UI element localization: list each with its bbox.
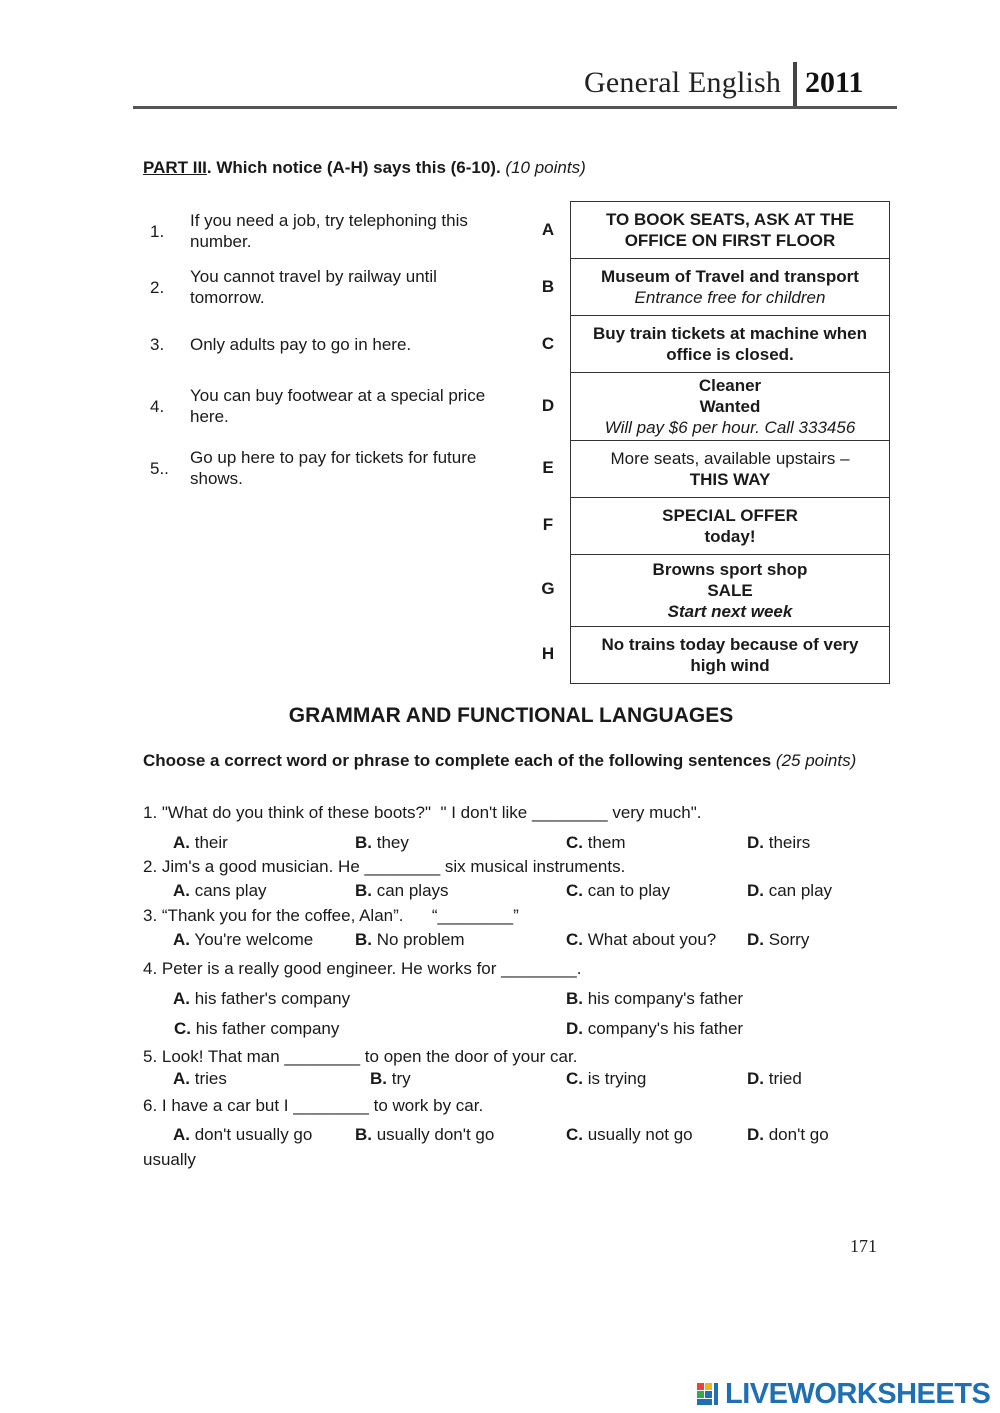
answer-option[interactable] — [174, 1019, 339, 1039]
statement-number: 2. — [150, 278, 165, 297]
notice-line: SPECIAL OFFER — [662, 506, 798, 525]
option-label: C. — [174, 1019, 191, 1038]
notice-letter: B — [541, 277, 555, 296]
option-label: D. — [747, 930, 764, 949]
option-text: usually don't go — [372, 1125, 495, 1144]
liveworksheets-logo[interactable] — [697, 1378, 990, 1410]
part-heading — [143, 158, 586, 178]
option-label: B. — [370, 1069, 387, 1088]
option-text: You're welcome — [190, 930, 314, 949]
option-label: B. — [355, 930, 372, 949]
logo-mark-icon — [697, 1381, 723, 1407]
option-text: can plays — [372, 881, 449, 900]
statement-number: 3. — [150, 335, 165, 354]
part-points: (10 points) — [505, 158, 586, 177]
option-text: usually not go — [583, 1125, 693, 1144]
statement-text: You can buy footwear at a special price here. — [190, 386, 486, 426]
option-text: try — [387, 1069, 411, 1088]
option-text: his father company — [191, 1019, 340, 1038]
option-text: theirs — [764, 833, 811, 852]
notice-line: SALE — [707, 581, 753, 600]
notice-line: Will pay $6 per hour. Call 333456 — [604, 418, 856, 437]
notice-letter: D — [541, 396, 555, 415]
statement-number: 4. — [150, 397, 165, 416]
question-text: 2. Jim's a good musician. He ________ six musical instruments. — [143, 857, 626, 876]
question-text: 1. "What do you think of these boots?" " I don't like ________ very much". — [143, 803, 702, 822]
option-text: tries — [190, 1069, 227, 1088]
option-label: D. — [747, 1069, 764, 1088]
option-label: A. — [173, 1125, 190, 1144]
notice-line: Buy train tickets at machine when — [593, 324, 867, 343]
option-text: their — [190, 833, 228, 852]
notice-line: office is closed. — [666, 345, 794, 364]
notice-line: No trains today because of very — [601, 635, 859, 654]
option-text: his father's company — [190, 989, 351, 1008]
notice-line: Entrance free for children — [634, 288, 826, 307]
part-label: PART III — [143, 158, 207, 177]
notice-letter: A — [541, 220, 555, 239]
option-label: A. — [173, 1069, 190, 1088]
notice-letter: H — [541, 644, 555, 663]
notice-line: Browns sport shop — [652, 560, 808, 579]
header-separator — [793, 62, 797, 109]
option-text: they — [372, 833, 409, 852]
notice-line: THIS WAY — [689, 470, 771, 489]
option-label: A. — [173, 930, 190, 949]
notice-letter: F — [542, 515, 554, 534]
answer-option[interactable] — [173, 1069, 227, 1089]
option-label: B. — [355, 1125, 372, 1144]
answer-option[interactable] — [566, 989, 743, 1009]
notice-e — [571, 441, 889, 498]
instruction-points: (25 points) — [775, 751, 857, 770]
logo-text: LIVEWORKSHEETS — [725, 1377, 991, 1410]
option-text: is trying — [583, 1069, 647, 1088]
question-text: 6. I have a car but I ________ to work by car. — [143, 1096, 484, 1115]
notice-letter: G — [541, 579, 555, 598]
question-text: 3. “Thank you for the coffee, Alan”. “________” — [143, 906, 519, 925]
notice-letter: C — [541, 334, 555, 353]
answer-option[interactable] — [173, 881, 267, 901]
notice-line: today! — [704, 527, 756, 546]
instruction-text: Choose a correct word or phrase to complete each of the following sentences — [143, 751, 772, 770]
notice-d — [571, 373, 889, 441]
answer-option[interactable] — [747, 881, 832, 901]
answer-option[interactable] — [173, 1125, 312, 1145]
option-text: don't go — [764, 1125, 829, 1144]
answer-option[interactable] — [566, 833, 626, 853]
answer-option[interactable] — [173, 833, 228, 853]
answer-option[interactable] — [566, 1019, 743, 1039]
answer-option[interactable] — [355, 1125, 494, 1145]
answer-option[interactable] — [173, 930, 313, 950]
answer-option[interactable] — [747, 1069, 802, 1089]
answer-option[interactable] — [747, 930, 809, 950]
option-text: No problem — [372, 930, 465, 949]
option-text: can play — [764, 881, 833, 900]
notice-line: More seats, available upstairs – — [610, 449, 850, 468]
header-rule — [133, 106, 897, 109]
notice-c — [571, 316, 889, 373]
notice-line: high wind — [690, 656, 770, 675]
notice-line: Start next week — [667, 602, 793, 621]
option-label: D. — [566, 1019, 583, 1038]
answer-option[interactable] — [355, 833, 409, 853]
answer-option[interactable] — [370, 1069, 411, 1089]
page-number: 171 — [850, 1236, 877, 1256]
statement-text: Only adults pay to go in here. — [190, 335, 412, 354]
question-text: 5. Look! That man ________ to open the door of your car. — [143, 1047, 578, 1066]
option-text: tried — [764, 1069, 802, 1088]
notice-line: OFFICE ON FIRST FLOOR — [624, 231, 836, 250]
option-wrap-text: usually — [143, 1150, 196, 1169]
header-year: 2011 — [805, 66, 864, 99]
option-text: Sorry — [764, 930, 810, 949]
notice-line: Wanted — [699, 397, 761, 416]
notices-table — [570, 201, 890, 684]
option-label: B. — [355, 833, 372, 852]
grammar-instruction — [143, 750, 883, 771]
option-text: his company's father — [583, 989, 744, 1008]
option-text: don't usually go — [190, 1125, 313, 1144]
statement-number: 1. — [150, 222, 165, 241]
option-text: cans play — [190, 881, 267, 900]
answer-option[interactable] — [355, 930, 465, 950]
option-label: C. — [566, 881, 583, 900]
notice-b — [571, 259, 889, 316]
notice-line: TO BOOK SEATS, ASK AT THE — [605, 210, 855, 229]
notice-h — [571, 627, 889, 683]
notice-a — [571, 202, 889, 259]
statement-text: Go up here to pay for tickets for future shows. — [190, 448, 477, 488]
header-title: General English — [584, 66, 782, 99]
statement-number: 5.. — [150, 459, 169, 478]
option-label: D. — [747, 1125, 764, 1144]
answer-option[interactable] — [566, 881, 670, 901]
option-label: A. — [173, 881, 190, 900]
grammar-title: GRAMMAR AND FUNCTIONAL LANGUAGES — [288, 704, 734, 727]
option-text: them — [583, 833, 626, 852]
answer-option[interactable] — [566, 1125, 693, 1145]
question-text: 4. Peter is a really good engineer. He works for ________. — [143, 959, 582, 978]
statement-text: If you need a job, try telephoning this number. — [190, 211, 468, 251]
option-text: can to play — [583, 881, 670, 900]
option-label: C. — [566, 833, 583, 852]
notice-letter: E — [542, 458, 554, 477]
answer-option[interactable] — [566, 930, 716, 950]
option-text: company's his father — [583, 1019, 744, 1038]
option-label: D. — [747, 833, 764, 852]
option-label: B. — [355, 881, 372, 900]
notice-line: Museum of Travel and transport — [601, 267, 859, 286]
notice-g — [571, 555, 889, 627]
answer-option[interactable] — [747, 1125, 829, 1145]
answer-option[interactable] — [173, 989, 350, 1009]
option-label: D. — [747, 881, 764, 900]
option-text: What about you? — [583, 930, 717, 949]
option-label: C. — [566, 1125, 583, 1144]
option-label: C. — [566, 1069, 583, 1088]
answer-option[interactable] — [747, 833, 810, 853]
part-instruction: . Which notice (A-H) says this (6-10). — [206, 158, 501, 177]
answer-option[interactable] — [566, 1069, 646, 1089]
statement-text: You cannot travel by railway until tomorrow. — [190, 267, 437, 307]
option-label: B. — [566, 989, 583, 1008]
answer-option[interactable] — [355, 881, 449, 901]
option-label: A. — [173, 989, 190, 1008]
option-label: C. — [566, 930, 583, 949]
option-label: A. — [173, 833, 190, 852]
notice-line: Cleaner — [698, 376, 762, 395]
notice-f — [571, 498, 889, 555]
